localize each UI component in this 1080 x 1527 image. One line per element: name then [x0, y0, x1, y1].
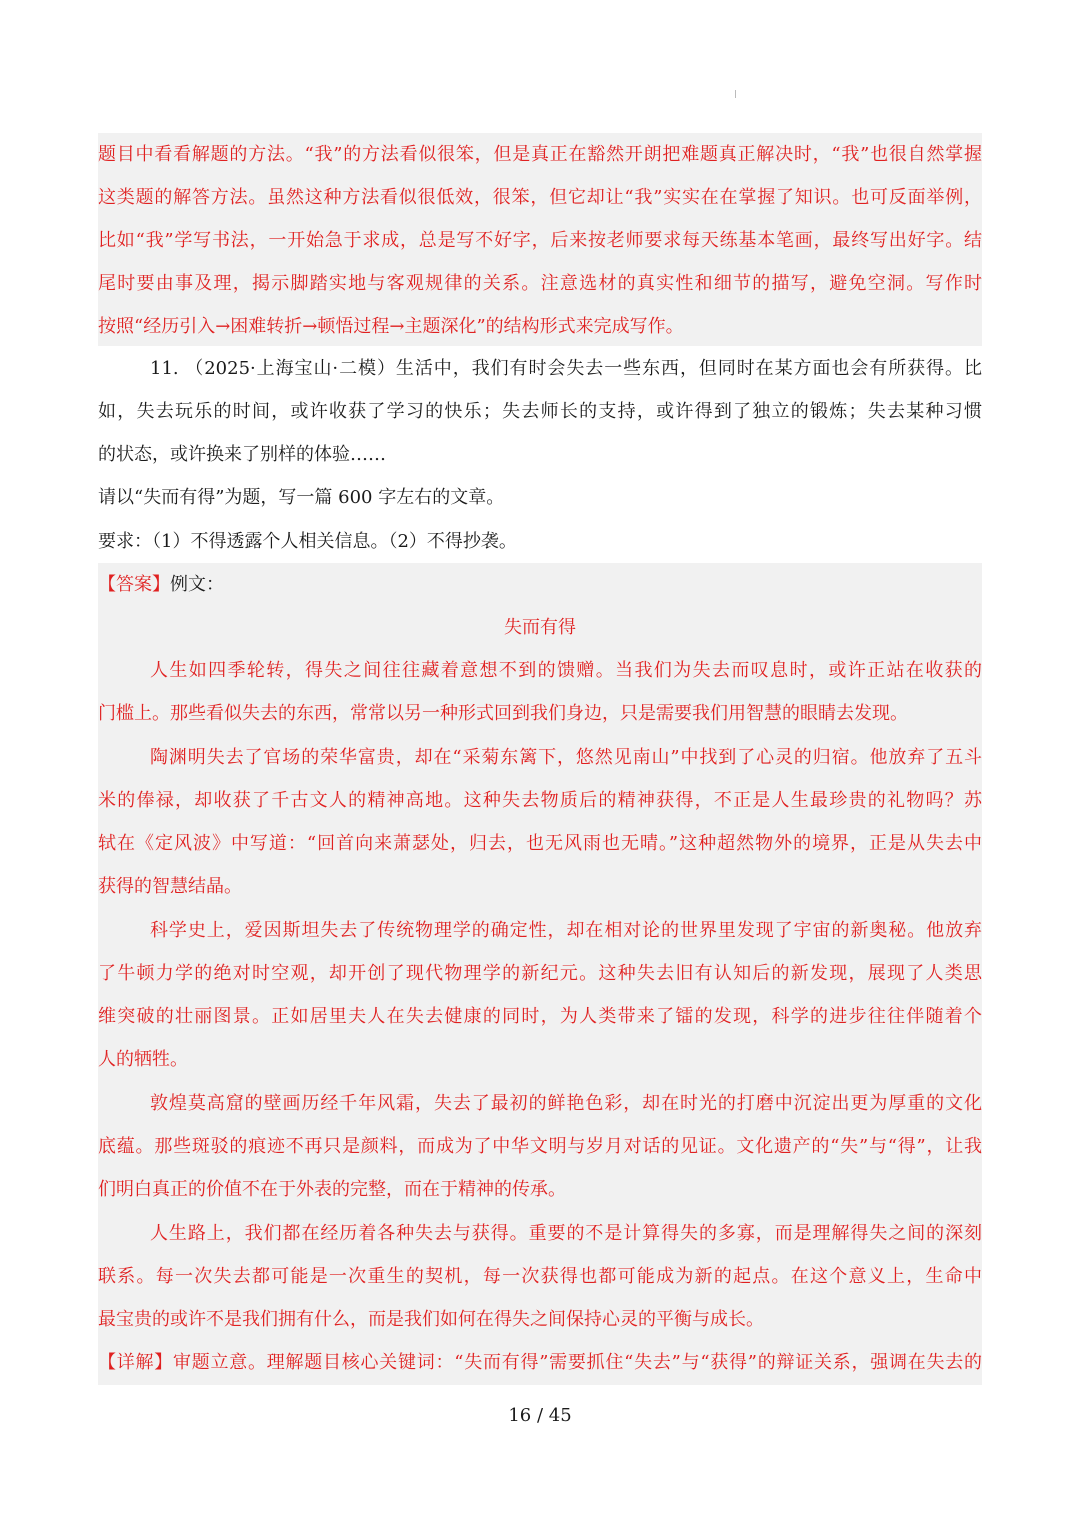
- detail-label: 【详解】: [98, 1352, 174, 1373]
- essay-line: 科学史上，爱因斯坦失去了传统物理学的确定性，却在相对论的世界里发现了宇宙的新奥秘。他放弃: [150, 920, 982, 941]
- essay-line: 米的俸禄，却收获了千古文人的精神高地。这种失去物质后的精神获得，不正是人生最珍贵的礼物吗？苏: [98, 790, 982, 811]
- essay-line: 门槛上。那些看似失去的东西，常常以另一种形式回到我们身边，只是需要我们用智慧的眼睛去发现。: [98, 703, 908, 724]
- essay-line: 人生路上，我们都在经历着各种失去与获得。重要的不是计算得失的多寡，而是理解得失之间的深刻: [150, 1223, 982, 1244]
- essay-line: 陶渊明失去了官场的荣华富贵，却在“采菊东篱下，悠然见南山”中找到了心灵的归宿。他放弃了五斗: [150, 747, 982, 768]
- essay-line: 获得的智慧结晶。: [98, 876, 242, 897]
- essay-line: 们明白真正的价值不在于外表的完整，而在于精神的传承。: [98, 1179, 566, 1200]
- question-line: 11. （2025·上海宝山·二模）生活中，我们有时会失去一些东西，但同时在某方面也会有所获得。比: [150, 358, 982, 379]
- essay-line: 人生如四季轮转，得失之间往往藏着意想不到的馈赠。当我们为失去而叹息时，或许正站在收获的: [150, 660, 982, 681]
- essay-line: 人的牺牲。: [98, 1049, 188, 1070]
- essay-line: 了牛顿力学的绝对时空观，却开创了现代物理学的新纪元。这种失去旧有认知后的新发现，展现了人类思: [98, 963, 982, 984]
- essay-line: 轼在《定风波》中写道：“回首向来萧瑟处，归去，也无风雨也无晴。”这种超然物外的境界，正是从失去中: [98, 833, 982, 854]
- essay-line: 底蕴。那些斑驳的痕迹不再只是颜料，而成为了中华文明与岁月对话的见证。文化遗产的“失”与“得”，让我: [98, 1136, 982, 1157]
- question-prompt: 请以“失而有得”为题，写一篇 600 字左右的文章。: [98, 487, 505, 508]
- detail-text: 审题立意。理解题目核心关键词：“失而有得”需要抓住“失去”与“获得”的辩证关系，强调在失去的: [173, 1352, 982, 1373]
- question-line: 的状态，或许换来了别样的体验……: [98, 444, 386, 465]
- analysis-line: 按照“经历引入→困难转折→顿悟过程→主题深化”的结构形式来完成写作。: [98, 316, 684, 337]
- page-number: 16 / 45: [508, 1405, 572, 1426]
- essay-line: 最宝贵的或许不是我们拥有什么，而是我们如何在得失之间保持心灵的平衡与成长。: [98, 1309, 764, 1330]
- analysis-line: 这类题的解答方法。虽然这种方法看似很低效，很笨，但它却让“我”实实在在掌握了知识。也可反面举例，: [98, 187, 982, 208]
- detail-line: [98, 1341, 982, 1384]
- analysis-line: 题目中看看解题的方法。“我”的方法看似很笨，但是真正在豁然开朗把难题真正解决时，“我”也很自然掌握: [98, 144, 982, 165]
- answer-label: 【答案】: [98, 574, 170, 595]
- analysis-line: 尾时要由事及理，揭示脚踏实地与客观规律的关系。注意选材的真实性和细节的描写，避免空洞。写作时: [98, 273, 982, 294]
- essay-line: 联系。每一次失去都可能是一次重生的契机，每一次获得也都可能成为新的起点。在这个意义上，生命中: [98, 1266, 982, 1287]
- essay-line: 敦煌莫高窟的壁画历经千年风霜，失去了最初的鲜艳色彩，却在时光的打磨中沉淀出更为厚重的文化: [150, 1093, 982, 1114]
- header-mark: [735, 90, 736, 98]
- analysis-line: 比如“我”学写书法，一开始急于求成，总是写不好字，后来按老师要求每天练基本笔画，最终写出好字。结: [98, 230, 982, 251]
- essay-title: 失而有得: [504, 617, 576, 638]
- question-requirements: 要求：（1）不得透露个人相关信息。（2）不得抄袭。: [98, 531, 517, 552]
- answer-heading: [98, 563, 982, 606]
- essay-line: 维突破的壮丽图景。正如居里夫人在失去健康的同时，为人类带来了镭的发现，科学的进步往往伴随着个: [98, 1006, 982, 1027]
- question-line: 如，失去玩乐的时间，或许收获了学习的快乐；失去师长的支持，或许得到了独立的锻炼；失去某种习惯: [98, 401, 982, 422]
- answer-intro: 例文：: [170, 574, 224, 595]
